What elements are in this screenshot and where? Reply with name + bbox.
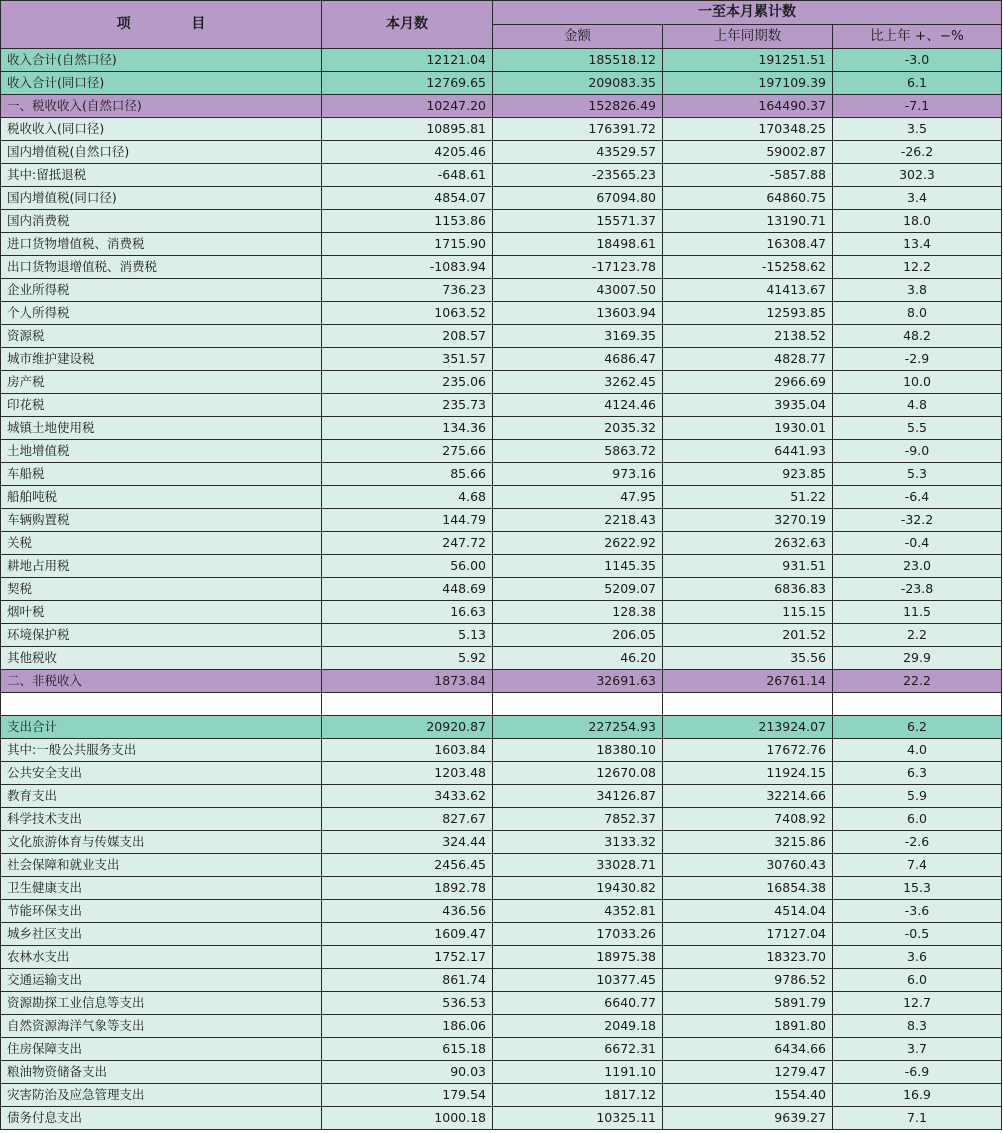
table-row [1, 555, 1002, 578]
table-row [1, 739, 1002, 762]
cell-amount: 1145.35 [493, 555, 663, 578]
cell-last-year: 32214.66 [663, 785, 833, 808]
cell-last-year: 13190.71 [663, 210, 833, 233]
cell-yoy: 29.9 [833, 647, 1002, 670]
row-label: 一、税收收入(自然口径) [1, 95, 322, 118]
cell-amount: 3169.35 [493, 325, 663, 348]
cell-current-month: 736.23 [322, 279, 493, 302]
header-last-year: 上年同期数 [663, 25, 833, 49]
cell-last-year: 6434.66 [663, 1038, 833, 1061]
cell-yoy: -2.6 [833, 831, 1002, 854]
row-label: 节能环保支出 [1, 900, 322, 923]
row-label: 其中:留抵退税 [1, 164, 322, 187]
cell-current-month: 10247.20 [322, 95, 493, 118]
table-row [1, 348, 1002, 371]
cell-amount: 6640.77 [493, 992, 663, 1015]
table-row [1, 279, 1002, 302]
cell-yoy: 5.5 [833, 417, 1002, 440]
row-label: 卫生健康支出 [1, 877, 322, 900]
cell-last-year: 1891.80 [663, 1015, 833, 1038]
table-row [1, 877, 1002, 900]
cell-yoy: 6.2 [833, 716, 1002, 739]
cell-amount: 19430.82 [493, 877, 663, 900]
cell-current-month: 4.68 [322, 486, 493, 509]
header-row-top [1, 1, 1002, 25]
cell-amount: 18975.38 [493, 946, 663, 969]
cell-current-month: 351.57 [322, 348, 493, 371]
cell-last-year: -15258.62 [663, 256, 833, 279]
cell-amount: 43007.50 [493, 279, 663, 302]
row-label: 其中:一般公共服务支出 [1, 739, 322, 762]
cell-amount: 15571.37 [493, 210, 663, 233]
cell-yoy: 5.9 [833, 785, 1002, 808]
cell-last-year: 3270.19 [663, 509, 833, 532]
row-label: 房产税 [1, 371, 322, 394]
header-current-month: 本月数 [322, 1, 493, 49]
cell-yoy [833, 693, 1002, 716]
cell-amount: 2218.43 [493, 509, 663, 532]
row-label: 灾害防治及应急管理支出 [1, 1084, 322, 1107]
row-label: 收入合计(同口径) [1, 72, 322, 95]
table-row [1, 716, 1002, 739]
table-row [1, 325, 1002, 348]
cell-last-year: 18323.70 [663, 946, 833, 969]
cell-yoy: 12.2 [833, 256, 1002, 279]
cell-last-year: 51.22 [663, 486, 833, 509]
cell-last-year: 41413.67 [663, 279, 833, 302]
cell-last-year: 115.15 [663, 601, 833, 624]
row-label: 印花税 [1, 394, 322, 417]
table-row [1, 302, 1002, 325]
row-label: 支出合计 [1, 716, 322, 739]
cell-last-year [663, 693, 833, 716]
table-row [1, 1061, 1002, 1084]
table-row [1, 900, 1002, 923]
cell-yoy: 16.9 [833, 1084, 1002, 1107]
cell-current-month: 235.06 [322, 371, 493, 394]
cell-last-year: 1279.47 [663, 1061, 833, 1084]
cell-yoy: -3.0 [833, 49, 1002, 72]
cell-yoy: 13.4 [833, 233, 1002, 256]
cell-current-month: 16.63 [322, 601, 493, 624]
cell-current-month: 186.06 [322, 1015, 493, 1038]
row-label: 教育支出 [1, 785, 322, 808]
table-row [1, 624, 1002, 647]
cell-yoy: -7.1 [833, 95, 1002, 118]
cell-last-year: 191251.51 [663, 49, 833, 72]
cell-last-year: -5857.88 [663, 164, 833, 187]
cell-amount: 176391.72 [493, 118, 663, 141]
table-row [1, 854, 1002, 877]
table-row [1, 371, 1002, 394]
cell-yoy: -23.8 [833, 578, 1002, 601]
cell-last-year: 16308.47 [663, 233, 833, 256]
table-row [1, 187, 1002, 210]
cell-yoy: 10.0 [833, 371, 1002, 394]
cell-yoy: 3.5 [833, 118, 1002, 141]
cell-current-month: 1153.86 [322, 210, 493, 233]
cell-last-year: 26761.14 [663, 670, 833, 693]
cell-yoy: -0.4 [833, 532, 1002, 555]
cell-last-year: 1930.01 [663, 417, 833, 440]
cell-amount: 43529.57 [493, 141, 663, 164]
table-body [1, 49, 1002, 1130]
cell-amount: 973.16 [493, 463, 663, 486]
table-row [1, 946, 1002, 969]
cell-yoy: 2.2 [833, 624, 1002, 647]
row-label: 住房保障支出 [1, 1038, 322, 1061]
cell-current-month: 56.00 [322, 555, 493, 578]
cell-yoy: 22.2 [833, 670, 1002, 693]
cell-amount: 18380.10 [493, 739, 663, 762]
row-label: 社会保障和就业支出 [1, 854, 322, 877]
row-label: 城市维护建设税 [1, 348, 322, 371]
cell-yoy: 3.6 [833, 946, 1002, 969]
cell-last-year: 4828.77 [663, 348, 833, 371]
cell-yoy: 18.0 [833, 210, 1002, 233]
cell-yoy: -3.6 [833, 900, 1002, 923]
cell-current-month: 436.56 [322, 900, 493, 923]
cell-yoy: 15.3 [833, 877, 1002, 900]
cell-yoy: 8.0 [833, 302, 1002, 325]
table-row [1, 808, 1002, 831]
cell-last-year: 2138.52 [663, 325, 833, 348]
row-label: 文化旅游体育与传媒支出 [1, 831, 322, 854]
cell-last-year: 30760.43 [663, 854, 833, 877]
cell-current-month: 235.73 [322, 394, 493, 417]
cell-current-month: 179.54 [322, 1084, 493, 1107]
cell-amount: 12670.08 [493, 762, 663, 785]
cell-amount: 18498.61 [493, 233, 663, 256]
cell-current-month: 536.53 [322, 992, 493, 1015]
cell-amount: 47.95 [493, 486, 663, 509]
row-label: 资源税 [1, 325, 322, 348]
row-label: 船舶吨税 [1, 486, 322, 509]
cell-current-month: 861.74 [322, 969, 493, 992]
row-label: 自然资源海洋气象等支出 [1, 1015, 322, 1038]
row-label: 车辆购置税 [1, 509, 322, 532]
row-label [1, 693, 322, 716]
cell-amount: 2035.32 [493, 417, 663, 440]
cell-amount: 185518.12 [493, 49, 663, 72]
cell-amount: 3133.32 [493, 831, 663, 854]
cell-yoy: 3.8 [833, 279, 1002, 302]
row-label: 交通运输支出 [1, 969, 322, 992]
row-label: 个人所得税 [1, 302, 322, 325]
table-row [1, 417, 1002, 440]
cell-amount: 128.38 [493, 601, 663, 624]
cell-amount: 1817.12 [493, 1084, 663, 1107]
cell-yoy: 6.0 [833, 808, 1002, 831]
cell-yoy: 8.3 [833, 1015, 1002, 1038]
cell-amount: 32691.63 [493, 670, 663, 693]
cell-current-month: 85.66 [322, 463, 493, 486]
row-label: 企业所得税 [1, 279, 322, 302]
table-row [1, 601, 1002, 624]
cell-last-year: 170348.25 [663, 118, 833, 141]
table-row [1, 233, 1002, 256]
row-label: 农林水支出 [1, 946, 322, 969]
row-label: 城镇土地使用税 [1, 417, 322, 440]
cell-amount: 7852.37 [493, 808, 663, 831]
header-amount: 金额 [493, 25, 663, 49]
cell-last-year: 213924.07 [663, 716, 833, 739]
row-label: 进口货物增值税、消费税 [1, 233, 322, 256]
cell-yoy: 7.4 [833, 854, 1002, 877]
row-label: 土地增值税 [1, 440, 322, 463]
cell-current-month: 5.13 [322, 624, 493, 647]
table-row [1, 463, 1002, 486]
table-row [1, 785, 1002, 808]
cell-current-month: 1609.47 [322, 923, 493, 946]
cell-current-month: 2456.45 [322, 854, 493, 877]
cell-current-month: 1715.90 [322, 233, 493, 256]
cell-last-year: 931.51 [663, 555, 833, 578]
table-row [1, 72, 1002, 95]
cell-current-month: 1873.84 [322, 670, 493, 693]
row-label: 契税 [1, 578, 322, 601]
cell-yoy: 6.3 [833, 762, 1002, 785]
cell-last-year: 6441.93 [663, 440, 833, 463]
cell-amount: 209083.35 [493, 72, 663, 95]
cell-current-month: 90.03 [322, 1061, 493, 1084]
cell-yoy: 302.3 [833, 164, 1002, 187]
row-label: 环境保护税 [1, 624, 322, 647]
header-yoy: 比上年 +、−% [833, 25, 1002, 49]
row-label: 城乡社区支出 [1, 923, 322, 946]
cell-current-month: 448.69 [322, 578, 493, 601]
cell-last-year: 4514.04 [663, 900, 833, 923]
row-label: 资源勘探工业信息等支出 [1, 992, 322, 1015]
cell-yoy: 11.5 [833, 601, 1002, 624]
cell-last-year: 6836.83 [663, 578, 833, 601]
row-label: 二、非税收入 [1, 670, 322, 693]
table-row [1, 647, 1002, 670]
row-label: 耕地占用税 [1, 555, 322, 578]
cell-amount: 33028.71 [493, 854, 663, 877]
cell-current-month: 12769.65 [322, 72, 493, 95]
cell-amount: 4686.47 [493, 348, 663, 371]
cell-last-year: 201.52 [663, 624, 833, 647]
cell-amount: 3262.45 [493, 371, 663, 394]
table-row [1, 95, 1002, 118]
table-row [1, 141, 1002, 164]
cell-last-year: 11924.15 [663, 762, 833, 785]
table-row [1, 164, 1002, 187]
cell-amount: 46.20 [493, 647, 663, 670]
header-cumulative: 一至本月累计数 [493, 1, 1002, 25]
header-item: 项 目 [1, 1, 322, 49]
cell-current-month: -1083.94 [322, 256, 493, 279]
table-row [1, 1107, 1002, 1130]
cell-current-month: 134.36 [322, 417, 493, 440]
table-row [1, 923, 1002, 946]
cell-current-month: 1603.84 [322, 739, 493, 762]
cell-current-month: 12121.04 [322, 49, 493, 72]
cell-amount: 2622.92 [493, 532, 663, 555]
cell-amount: 10377.45 [493, 969, 663, 992]
cell-last-year: 3215.86 [663, 831, 833, 854]
cell-amount: 1191.10 [493, 1061, 663, 1084]
cell-current-month: 4854.07 [322, 187, 493, 210]
cell-last-year: 164490.37 [663, 95, 833, 118]
cell-yoy: 48.2 [833, 325, 1002, 348]
row-label: 公共安全支出 [1, 762, 322, 785]
cell-current-month: 144.79 [322, 509, 493, 532]
cell-current-month: 5.92 [322, 647, 493, 670]
spacer-row [1, 693, 1002, 716]
table-row [1, 670, 1002, 693]
cell-last-year: 64860.75 [663, 187, 833, 210]
cell-current-month: 208.57 [322, 325, 493, 348]
cell-amount: 227254.93 [493, 716, 663, 739]
row-label: 债务付息支出 [1, 1107, 322, 1130]
cell-yoy: -2.9 [833, 348, 1002, 371]
cell-yoy: 12.7 [833, 992, 1002, 1015]
row-label: 国内增值税(同口径) [1, 187, 322, 210]
cell-last-year: 59002.87 [663, 141, 833, 164]
cell-yoy: -6.4 [833, 486, 1002, 509]
cell-yoy: -9.0 [833, 440, 1002, 463]
cell-amount: 4352.81 [493, 900, 663, 923]
row-label: 关税 [1, 532, 322, 555]
cell-current-month: 4205.46 [322, 141, 493, 164]
cell-amount: 5863.72 [493, 440, 663, 463]
cell-last-year: 12593.85 [663, 302, 833, 325]
cell-amount: 17033.26 [493, 923, 663, 946]
cell-yoy: -26.2 [833, 141, 1002, 164]
cell-amount: 152826.49 [493, 95, 663, 118]
row-label: 出口货物退增值税、消费税 [1, 256, 322, 279]
table-row [1, 578, 1002, 601]
cell-last-year: 2966.69 [663, 371, 833, 394]
cell-current-month: 1892.78 [322, 877, 493, 900]
cell-current-month: 247.72 [322, 532, 493, 555]
cell-current-month: 20920.87 [322, 716, 493, 739]
cell-yoy: 6.1 [833, 72, 1002, 95]
table-row [1, 1038, 1002, 1061]
cell-last-year: 1554.40 [663, 1084, 833, 1107]
cell-yoy: 7.1 [833, 1107, 1002, 1130]
table-row [1, 256, 1002, 279]
table-row [1, 969, 1002, 992]
cell-current-month: -648.61 [322, 164, 493, 187]
table-row [1, 49, 1002, 72]
row-label: 科学技术支出 [1, 808, 322, 831]
table-header [1, 1, 1002, 49]
table-row [1, 440, 1002, 463]
table-row [1, 118, 1002, 141]
cell-amount: -23565.23 [493, 164, 663, 187]
cell-current-month: 1752.17 [322, 946, 493, 969]
cell-yoy: -6.9 [833, 1061, 1002, 1084]
cell-current-month [322, 693, 493, 716]
cell-current-month: 1063.52 [322, 302, 493, 325]
cell-last-year: 197109.39 [663, 72, 833, 95]
cell-amount: 34126.87 [493, 785, 663, 808]
cell-last-year: 9786.52 [663, 969, 833, 992]
cell-amount: -17123.78 [493, 256, 663, 279]
cell-current-month: 1000.18 [322, 1107, 493, 1130]
cell-yoy: 4.8 [833, 394, 1002, 417]
row-label: 国内消费税 [1, 210, 322, 233]
cell-amount: 5209.07 [493, 578, 663, 601]
cell-amount: 4124.46 [493, 394, 663, 417]
row-label: 车船税 [1, 463, 322, 486]
cell-last-year: 35.56 [663, 647, 833, 670]
cell-last-year: 7408.92 [663, 808, 833, 831]
row-label: 收入合计(自然口径) [1, 49, 322, 72]
cell-last-year: 3935.04 [663, 394, 833, 417]
table-row [1, 509, 1002, 532]
cell-current-month: 1203.48 [322, 762, 493, 785]
cell-amount: 206.05 [493, 624, 663, 647]
cell-amount: 13603.94 [493, 302, 663, 325]
cell-current-month: 3433.62 [322, 785, 493, 808]
row-label: 国内增值税(自然口径) [1, 141, 322, 164]
cell-amount: 2049.18 [493, 1015, 663, 1038]
table-row [1, 394, 1002, 417]
cell-last-year: 2632.63 [663, 532, 833, 555]
cell-yoy: 6.0 [833, 969, 1002, 992]
cell-current-month: 827.67 [322, 808, 493, 831]
cell-current-month: 615.18 [322, 1038, 493, 1061]
cell-yoy: 3.4 [833, 187, 1002, 210]
cell-last-year: 5891.79 [663, 992, 833, 1015]
cell-yoy: 4.0 [833, 739, 1002, 762]
table-row [1, 1084, 1002, 1107]
cell-amount: 6672.31 [493, 1038, 663, 1061]
table-row [1, 532, 1002, 555]
cell-yoy: 5.3 [833, 463, 1002, 486]
cell-amount: 10325.11 [493, 1107, 663, 1130]
cell-current-month: 275.66 [322, 440, 493, 463]
cell-last-year: 9639.27 [663, 1107, 833, 1130]
table-row [1, 831, 1002, 854]
table-row [1, 210, 1002, 233]
cell-last-year: 17127.04 [663, 923, 833, 946]
table-row [1, 486, 1002, 509]
cell-current-month: 10895.81 [322, 118, 493, 141]
cell-yoy: 23.0 [833, 555, 1002, 578]
row-label: 粮油物资储备支出 [1, 1061, 322, 1084]
cell-last-year: 923.85 [663, 463, 833, 486]
cell-current-month: 324.44 [322, 831, 493, 854]
cell-amount: 67094.80 [493, 187, 663, 210]
cell-yoy: -0.5 [833, 923, 1002, 946]
cell-amount [493, 693, 663, 716]
row-label: 烟叶税 [1, 601, 322, 624]
row-label: 其他税收 [1, 647, 322, 670]
cell-last-year: 17672.76 [663, 739, 833, 762]
table-row [1, 1015, 1002, 1038]
table-row [1, 992, 1002, 1015]
cell-yoy: -32.2 [833, 509, 1002, 532]
row-label: 税收收入(同口径) [1, 118, 322, 141]
cell-yoy: 3.7 [833, 1038, 1002, 1061]
cell-last-year: 16854.38 [663, 877, 833, 900]
table-row [1, 762, 1002, 785]
